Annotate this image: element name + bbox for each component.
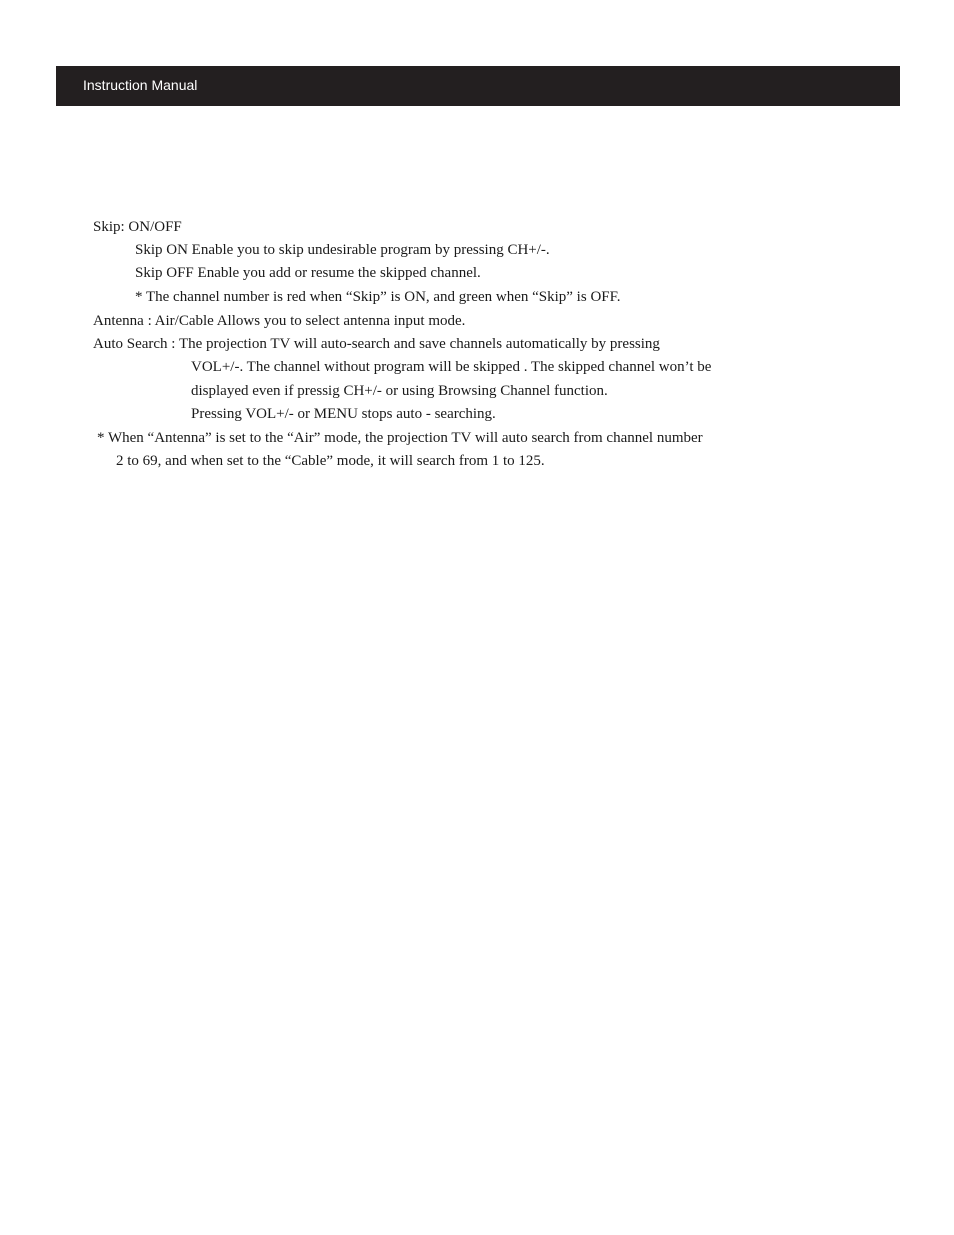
header-title: Instruction Manual	[83, 77, 198, 93]
skip-on-text: Skip ON Enable you to skip undesirable program by pressing CH+/-.	[135, 242, 550, 258]
auto-search-line-2: VOL+/-. The channel without program will be skipped . The skipped channel won’t be	[191, 359, 712, 375]
antenna-note-line-1: * When “Antenna” is set to the “Air” mode, the projection TV will auto search from channel number	[97, 430, 703, 446]
antenna-note-line-2: 2 to 69, and when set to the “Cable” mode, it will search from 1 to 125.	[116, 453, 545, 469]
auto-search-line-3: displayed even if pressig CH+/- or using Browsing Channel function.	[191, 383, 608, 399]
skip-note: * The channel number is red when “Skip” is ON, and green when “Skip” is OFF.	[135, 289, 621, 305]
antenna-text: Antenna : Air/Cable Allows you to select antenna input mode.	[93, 313, 466, 329]
skip-off-text: Skip OFF Enable you add or resume the skipped channel.	[135, 265, 481, 281]
auto-search-line-4: Pressing VOL+/- or MENU stops auto - searching.	[191, 406, 496, 422]
header-bar	[56, 66, 900, 106]
skip-heading: Skip: ON/OFF	[93, 219, 182, 235]
auto-search-line-1: Auto Search : The projection TV will auto-search and save channels automatically by pressing	[93, 336, 660, 352]
